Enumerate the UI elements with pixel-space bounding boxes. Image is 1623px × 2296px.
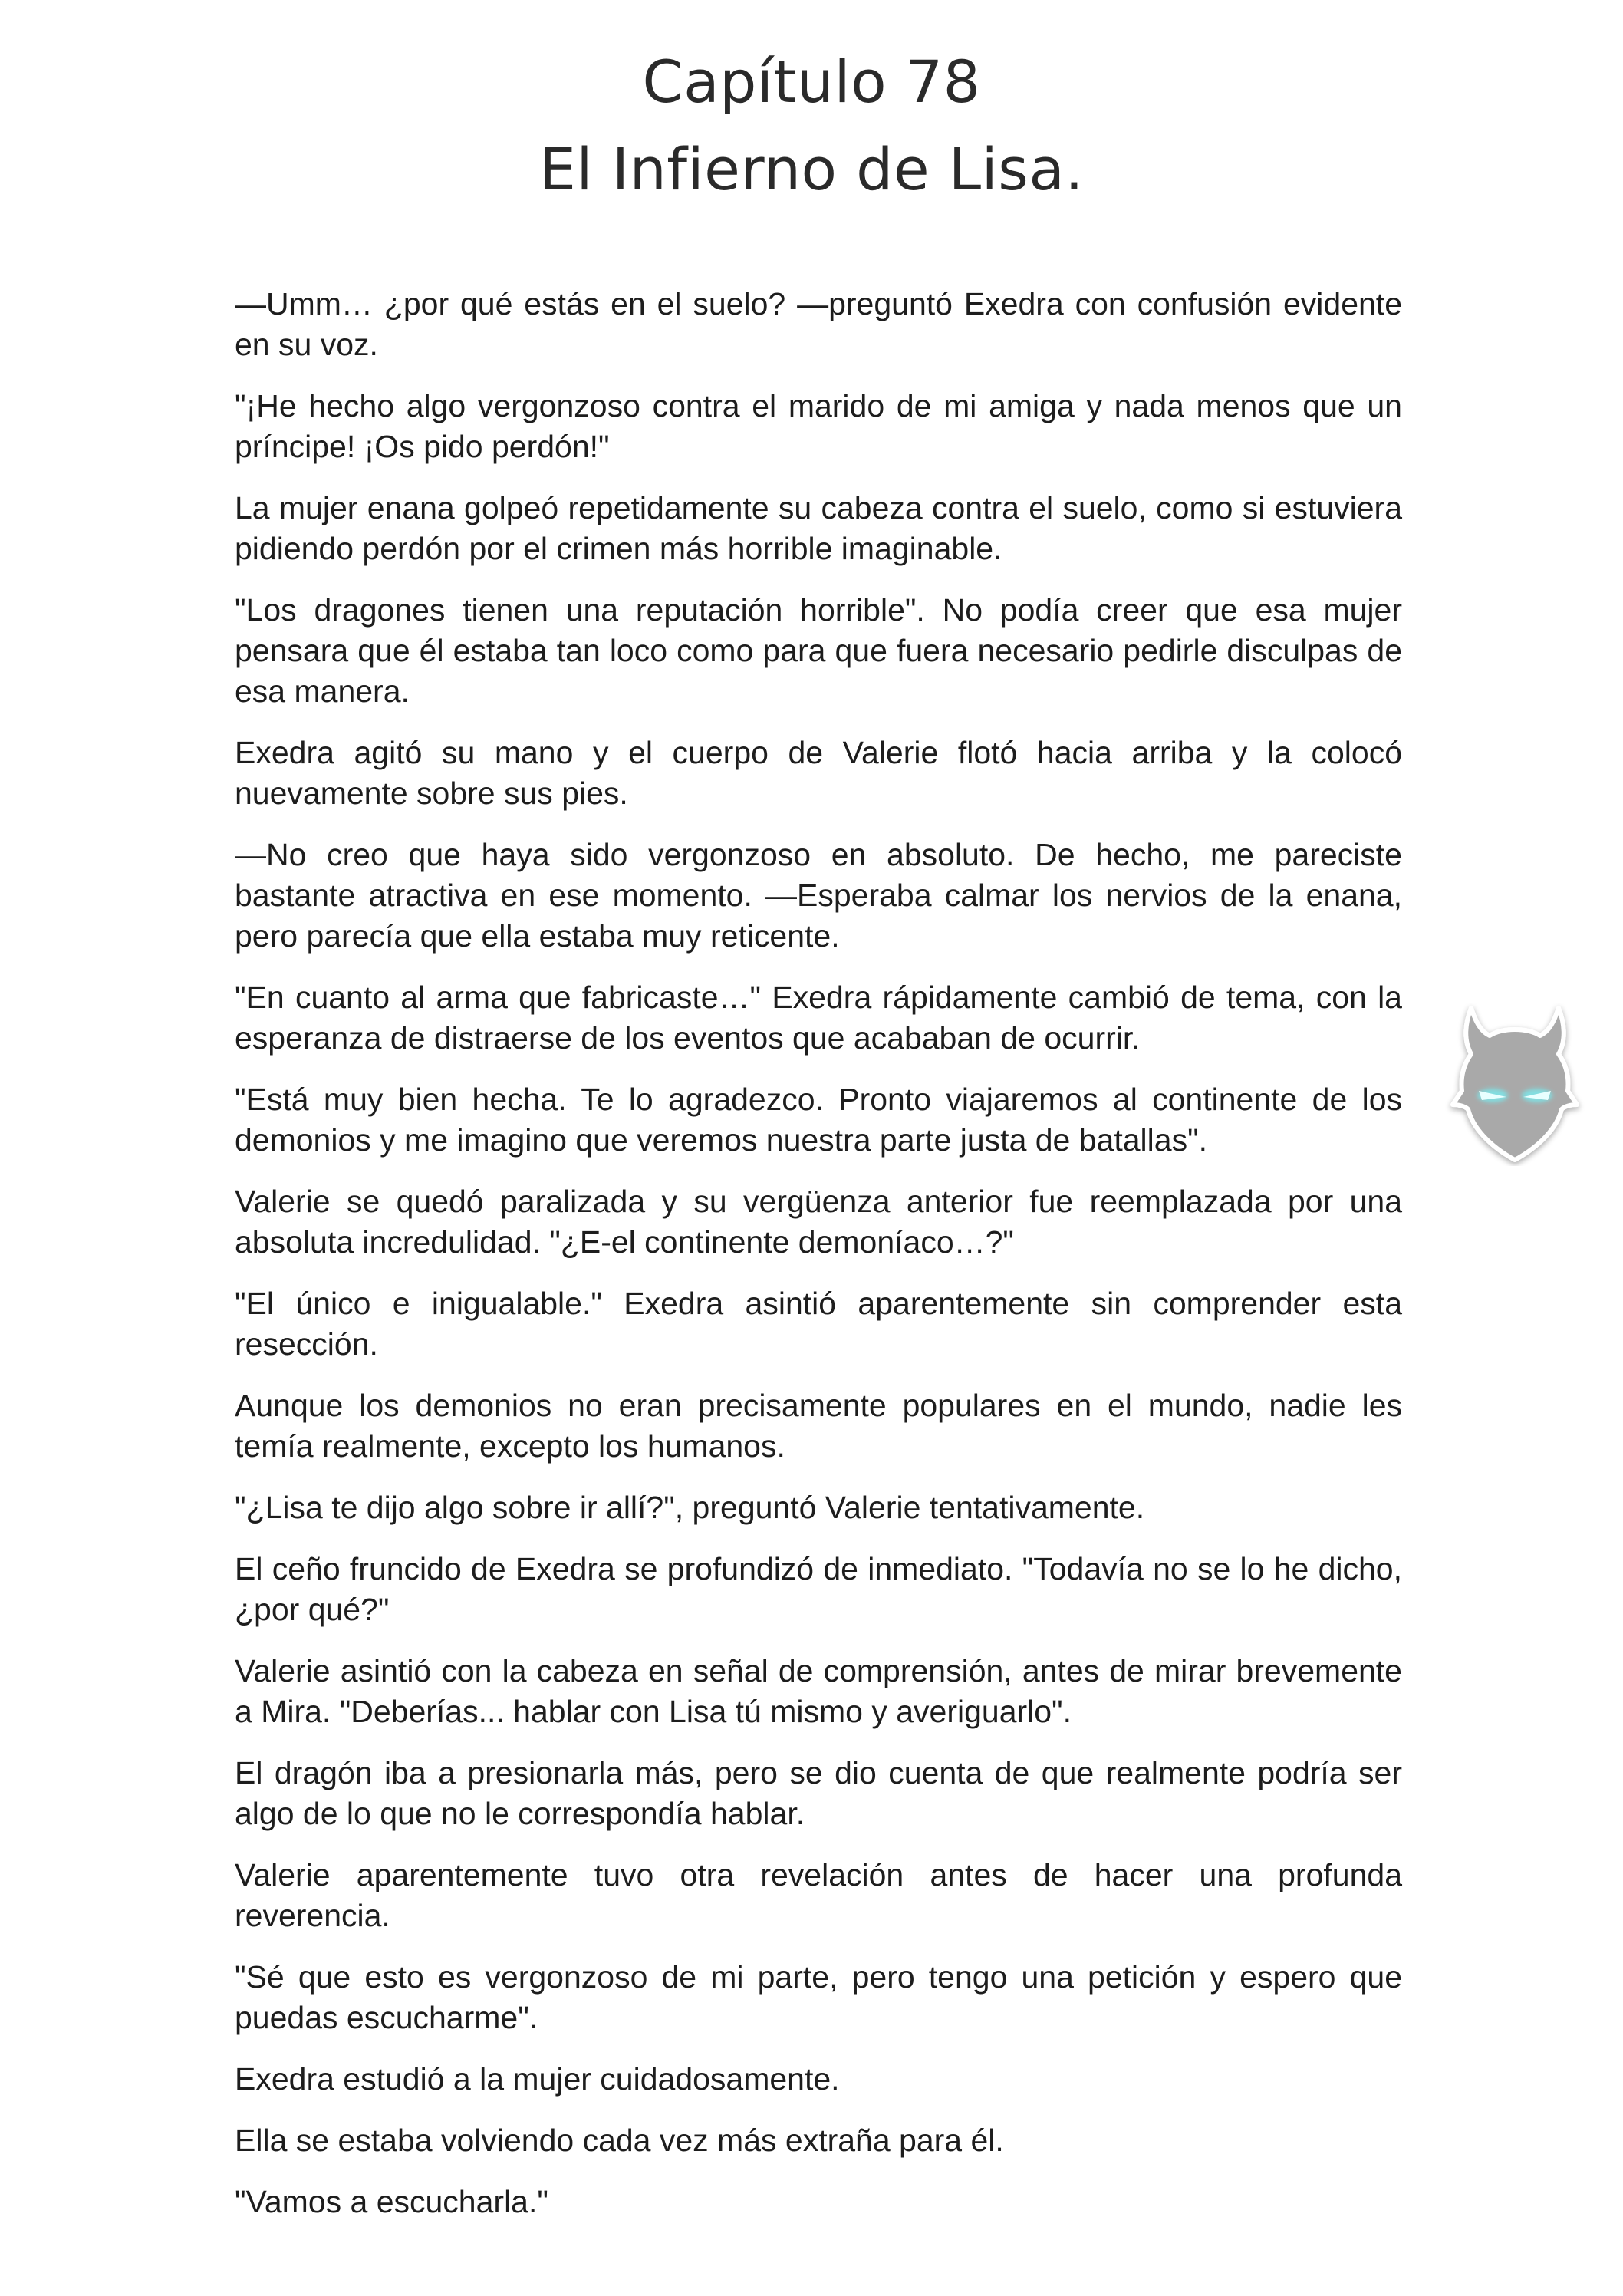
chapter-title: El Infierno de Lisa. [538,135,1085,203]
paragraph: "Sé que esto es vergonzoso de mi parte, pero tengo una petición y espero que puedas escucharme". [235,1959,1402,2035]
paragraph: —No creo que haya sido vergonzoso en absoluto. De hecho, me pareciste bastante atractiva en ese momento. —Esperaba calmar los nervios de la enana, pero parecía que ella estaba muy reticente. [235,837,1402,954]
paragraph: "Está muy bien hecha. Te lo agradezco. Pronto viajaremos al continente de los demonios y me imagino que veremos nuestra parte justa de batallas". [235,1082,1402,1158]
demon-head-logo-icon [1442,997,1588,1166]
paragraph: Valerie asintió con la cabeza en señal de comprensión, antes de mirar brevemente a Mira. "Deberías... hablar con Lisa tú mismo y averiguarlo". [235,1653,1402,1729]
paragraph: Valerie se quedó paralizada y su vergüenza anterior fue reemplazada por una absoluta incredulidad. "¿E-el continente demoníaco…?" [235,1184,1402,1260]
chapter-number: Capítulo 78 [642,48,981,116]
paragraph: El dragón iba a presionarla más, pero se dio cuenta de que realmente podría ser algo de lo que no le correspondía hablar. [235,1755,1402,1831]
paragraph: "Los dragones tienen una reputación horrible". No podía creer que esa mujer pensara que él estaba tan loco como para que fuera necesario pedirle disculpas de esa manera. [235,592,1402,709]
paragraph: Ella se estaba volviendo cada vez más extraña para él. [235,2123,1004,2158]
paragraph: "¡He hecho algo vergonzoso contra el marido de mi amiga y nada menos que un príncipe! ¡Os pido perdón!" [235,388,1402,464]
paragraph: El ceño fruncido de Exedra se profundizó de inmediato. "Todavía no se lo he dicho, ¿por qué?" [235,1551,1402,1627]
paragraph: "¿Lisa te dijo algo sobre ir allí?", preguntó Valerie tentativamente. [235,1490,1145,1525]
paragraph: Exedra agitó su mano y el cuerpo de Valerie flotó hacia arriba y la colocó nuevamente sobre sus pies. [235,735,1402,811]
paragraph: "El único e inigualable." Exedra asintió aparentemente sin comprender esta resección. [235,1286,1402,1362]
paragraph: —Umm… ¿por qué estás en el suelo? —preguntó Exedra con confusión evidente en su voz. [235,286,1402,362]
paragraph: "En cuanto al arma que fabricaste…" Exedra rápidamente cambió de tema, con la esperanza de distraerse de los eventos que acababan de ocurrir. [235,980,1402,1056]
paragraph: Exedra estudió a la mujer cuidadosamente. [235,2061,840,2097]
paragraph: Valerie aparentemente tuvo otra revelación antes de hacer una profunda reverencia. [235,1857,1402,1933]
chapter-header [0,38,1623,213]
paragraph: Aunque los demonios no eran precisamente populares en el mundo, nadie les temía realmente, excepto los humanos. [235,1388,1402,1464]
paragraph: "Vamos a escucharla." [235,2184,548,2219]
paragraph: La mujer enana golpeó repetidamente su cabeza contra el suelo, como si estuviera pidiendo perdón por el crimen más horrible imaginable. [235,490,1402,566]
chapter-body [235,284,1402,2243]
